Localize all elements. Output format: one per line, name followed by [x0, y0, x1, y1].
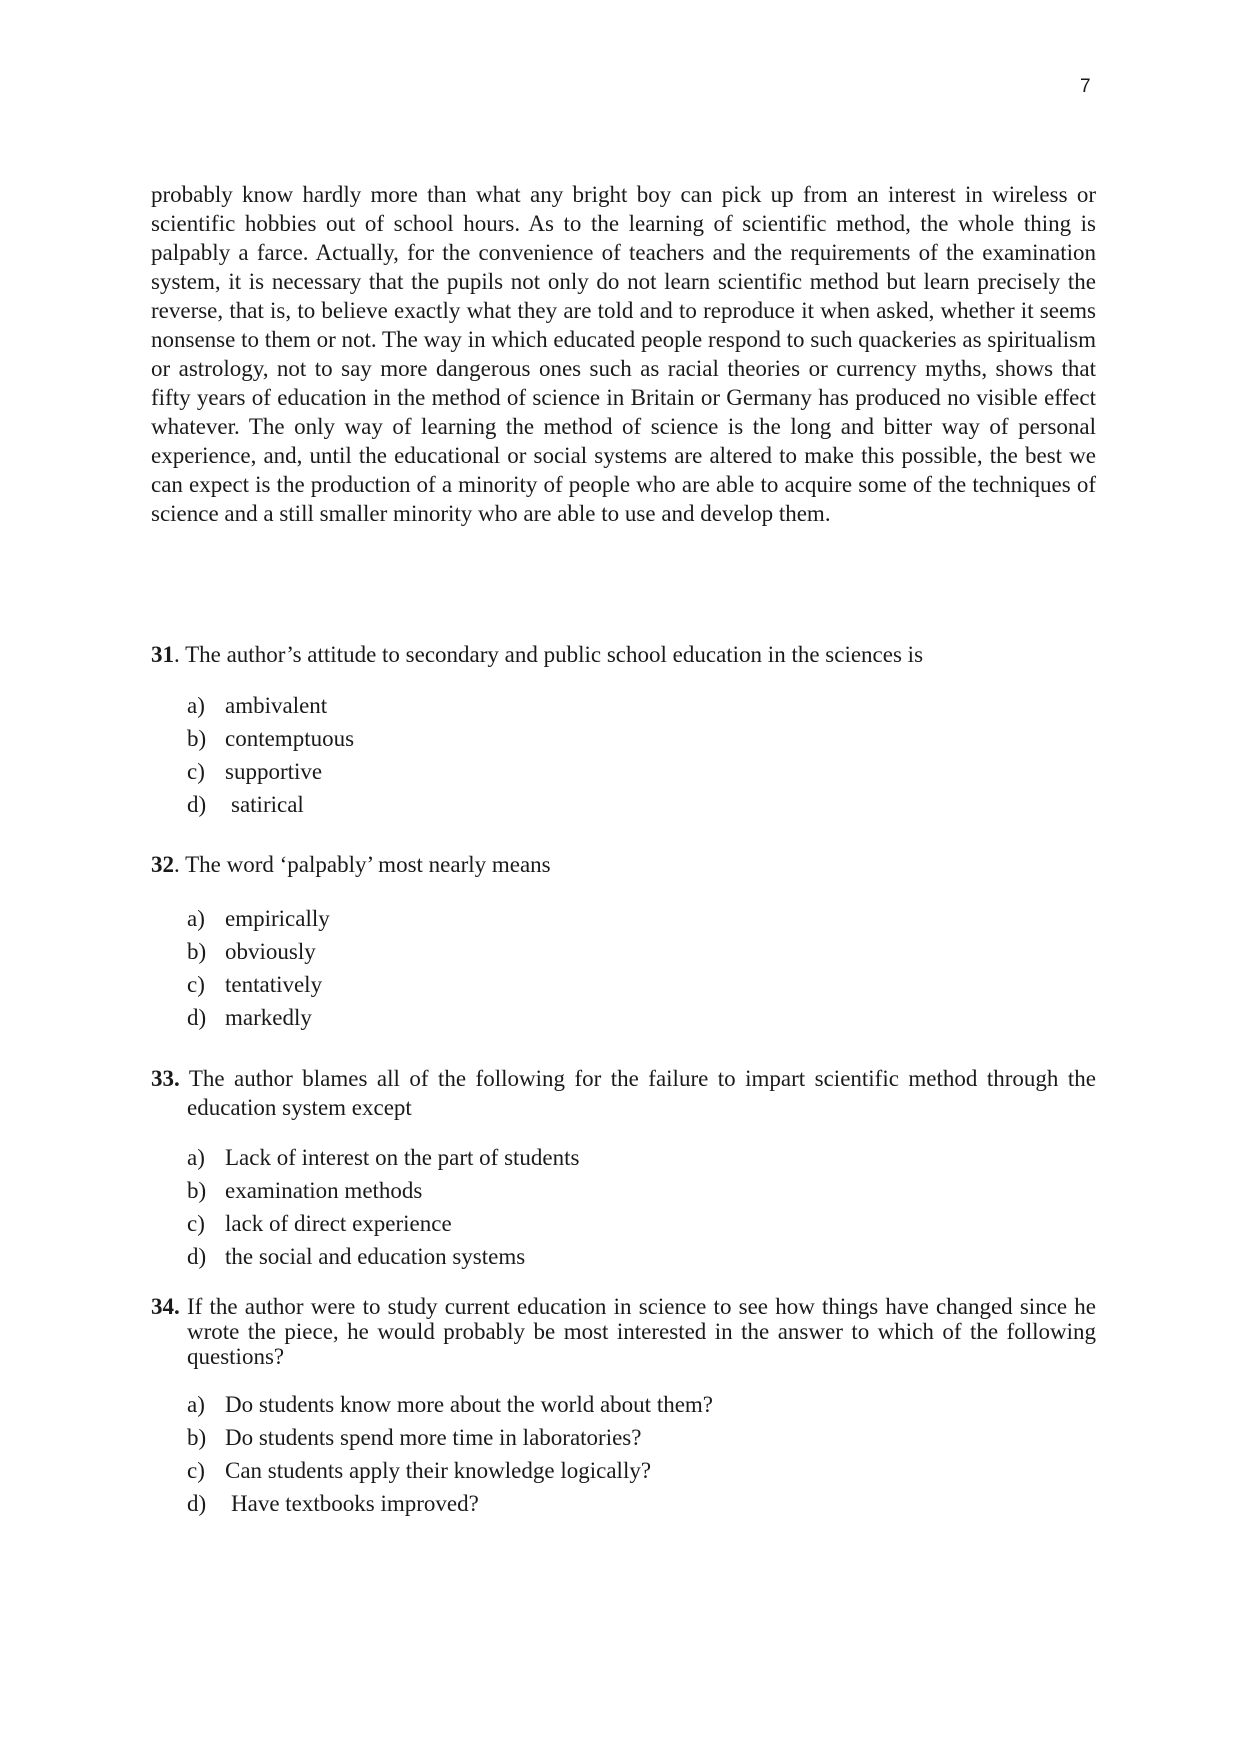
question-stem — [151, 1294, 1096, 1369]
question-text: The author’s attitude to secondary and public school education in the sciences is — [185, 642, 924, 667]
option-letter: c) — [187, 759, 205, 784]
question-separator: . — [174, 852, 186, 877]
option-letter: b) — [187, 1425, 207, 1450]
option-list — [187, 1390, 1096, 1522]
option-text: supportive — [225, 759, 323, 784]
option-letter: d) — [187, 792, 207, 817]
option-text: the social and education systems — [225, 1244, 526, 1269]
option-b — [187, 937, 1096, 970]
option-letter: d) — [187, 1244, 207, 1269]
option-text: Do students know more about the world about them? — [225, 1392, 714, 1417]
option-d — [187, 1003, 1096, 1036]
option-c — [187, 757, 1096, 790]
option-text: satirical — [231, 792, 304, 817]
option-letter: c) — [187, 972, 205, 997]
question-separator — [180, 1066, 189, 1091]
question-separator — [180, 1294, 187, 1319]
option-b — [187, 724, 1096, 757]
question-text: If the author were to study current education in science to see how things have changed since he wrote the piece, he would probably be most interested in the answer to which of the following questions? — [186, 1294, 1097, 1369]
option-letter: b) — [187, 939, 207, 964]
question-31 — [151, 640, 1096, 823]
question-34 — [151, 1294, 1096, 1522]
question-33 — [151, 1064, 1096, 1271]
option-b — [187, 1176, 1096, 1209]
option-c — [187, 1209, 1096, 1242]
option-text: ambivalent — [225, 693, 328, 718]
question-stem — [151, 1064, 1096, 1122]
option-letter: a) — [187, 1145, 205, 1170]
option-text: Do students spend more time in laboratories? — [225, 1425, 642, 1450]
option-letter: a) — [187, 1392, 205, 1417]
question-32 — [151, 850, 1096, 1036]
question-text: The word ‘palpably’ most nearly means — [185, 852, 551, 877]
option-letter: d) — [187, 1491, 207, 1516]
option-a — [187, 904, 1096, 937]
question-stem — [151, 850, 1096, 880]
question-separator: . — [174, 642, 186, 667]
option-text: tentatively — [225, 972, 323, 997]
page-number: 7 — [1080, 76, 1091, 97]
option-text: lack of direct experience — [225, 1211, 452, 1236]
option-text: empirically — [225, 906, 330, 931]
option-b — [187, 1423, 1096, 1456]
option-a — [187, 1390, 1096, 1423]
question-number: 31 — [151, 642, 174, 667]
option-letter: b) — [187, 726, 207, 751]
option-d — [187, 1242, 1096, 1271]
option-text: examination methods — [225, 1178, 423, 1203]
option-letter: a) — [187, 906, 205, 931]
option-text: markedly — [225, 1005, 312, 1030]
question-number: 33. — [151, 1066, 180, 1091]
option-a — [187, 691, 1096, 724]
option-list — [187, 1143, 1096, 1271]
option-list — [187, 904, 1096, 1036]
option-text: Lack of interest on the part of students — [225, 1145, 580, 1170]
option-d — [187, 790, 1096, 823]
question-number: 34. — [151, 1294, 180, 1319]
option-c — [187, 1456, 1096, 1489]
option-letter: d) — [187, 1005, 207, 1030]
option-a — [187, 1143, 1096, 1176]
question-stem — [151, 640, 1096, 670]
option-letter: c) — [187, 1211, 205, 1236]
question-number: 32 — [151, 852, 174, 877]
option-text: Can students apply their knowledge logically? — [225, 1458, 652, 1483]
option-c — [187, 970, 1096, 1003]
option-list — [187, 691, 1096, 823]
option-text: Have textbooks improved? — [231, 1491, 479, 1516]
option-letter: c) — [187, 1458, 205, 1483]
option-letter: a) — [187, 693, 205, 718]
option-text: obviously — [225, 939, 316, 964]
option-d — [187, 1489, 1096, 1522]
option-letter: b) — [187, 1178, 207, 1203]
question-text: The author blames all of the following for the failure to impart scientific method through the education system except — [187, 1066, 1096, 1120]
option-text: contemptuous — [225, 726, 355, 751]
passage-text: probably know hardly more than what any bright boy can pick up from an interest in wireless or scientific hobbies out of school hours. As to the learning of scientific method, the whole thing is palpably a farce. Actually, for the convenience of teachers and the requirements of the examination system, it is necessary that the pupils not only do not learn scientific method but learn precisely the reverse, that is, to believe exactly what they are told and to reproduce it when asked, whether it seems nonsense to them or not. The way in which educated people respond to such quackeries as spiritualism or astrology, not to say more dangerous ones such as racial theories or currency myths, shows that fifty years of education in the method of science in Britain or Germany has produced no visible effect whatever. The only way of learning the method of science is the long and bitter way of personal experience, and, until the educational or social systems are altered to make this possible, the best we can expect is the production of a minority of people who are able to acquire some of the techniques of science and a still smaller minority who are able to use and develop them. — [151, 182, 1096, 526]
